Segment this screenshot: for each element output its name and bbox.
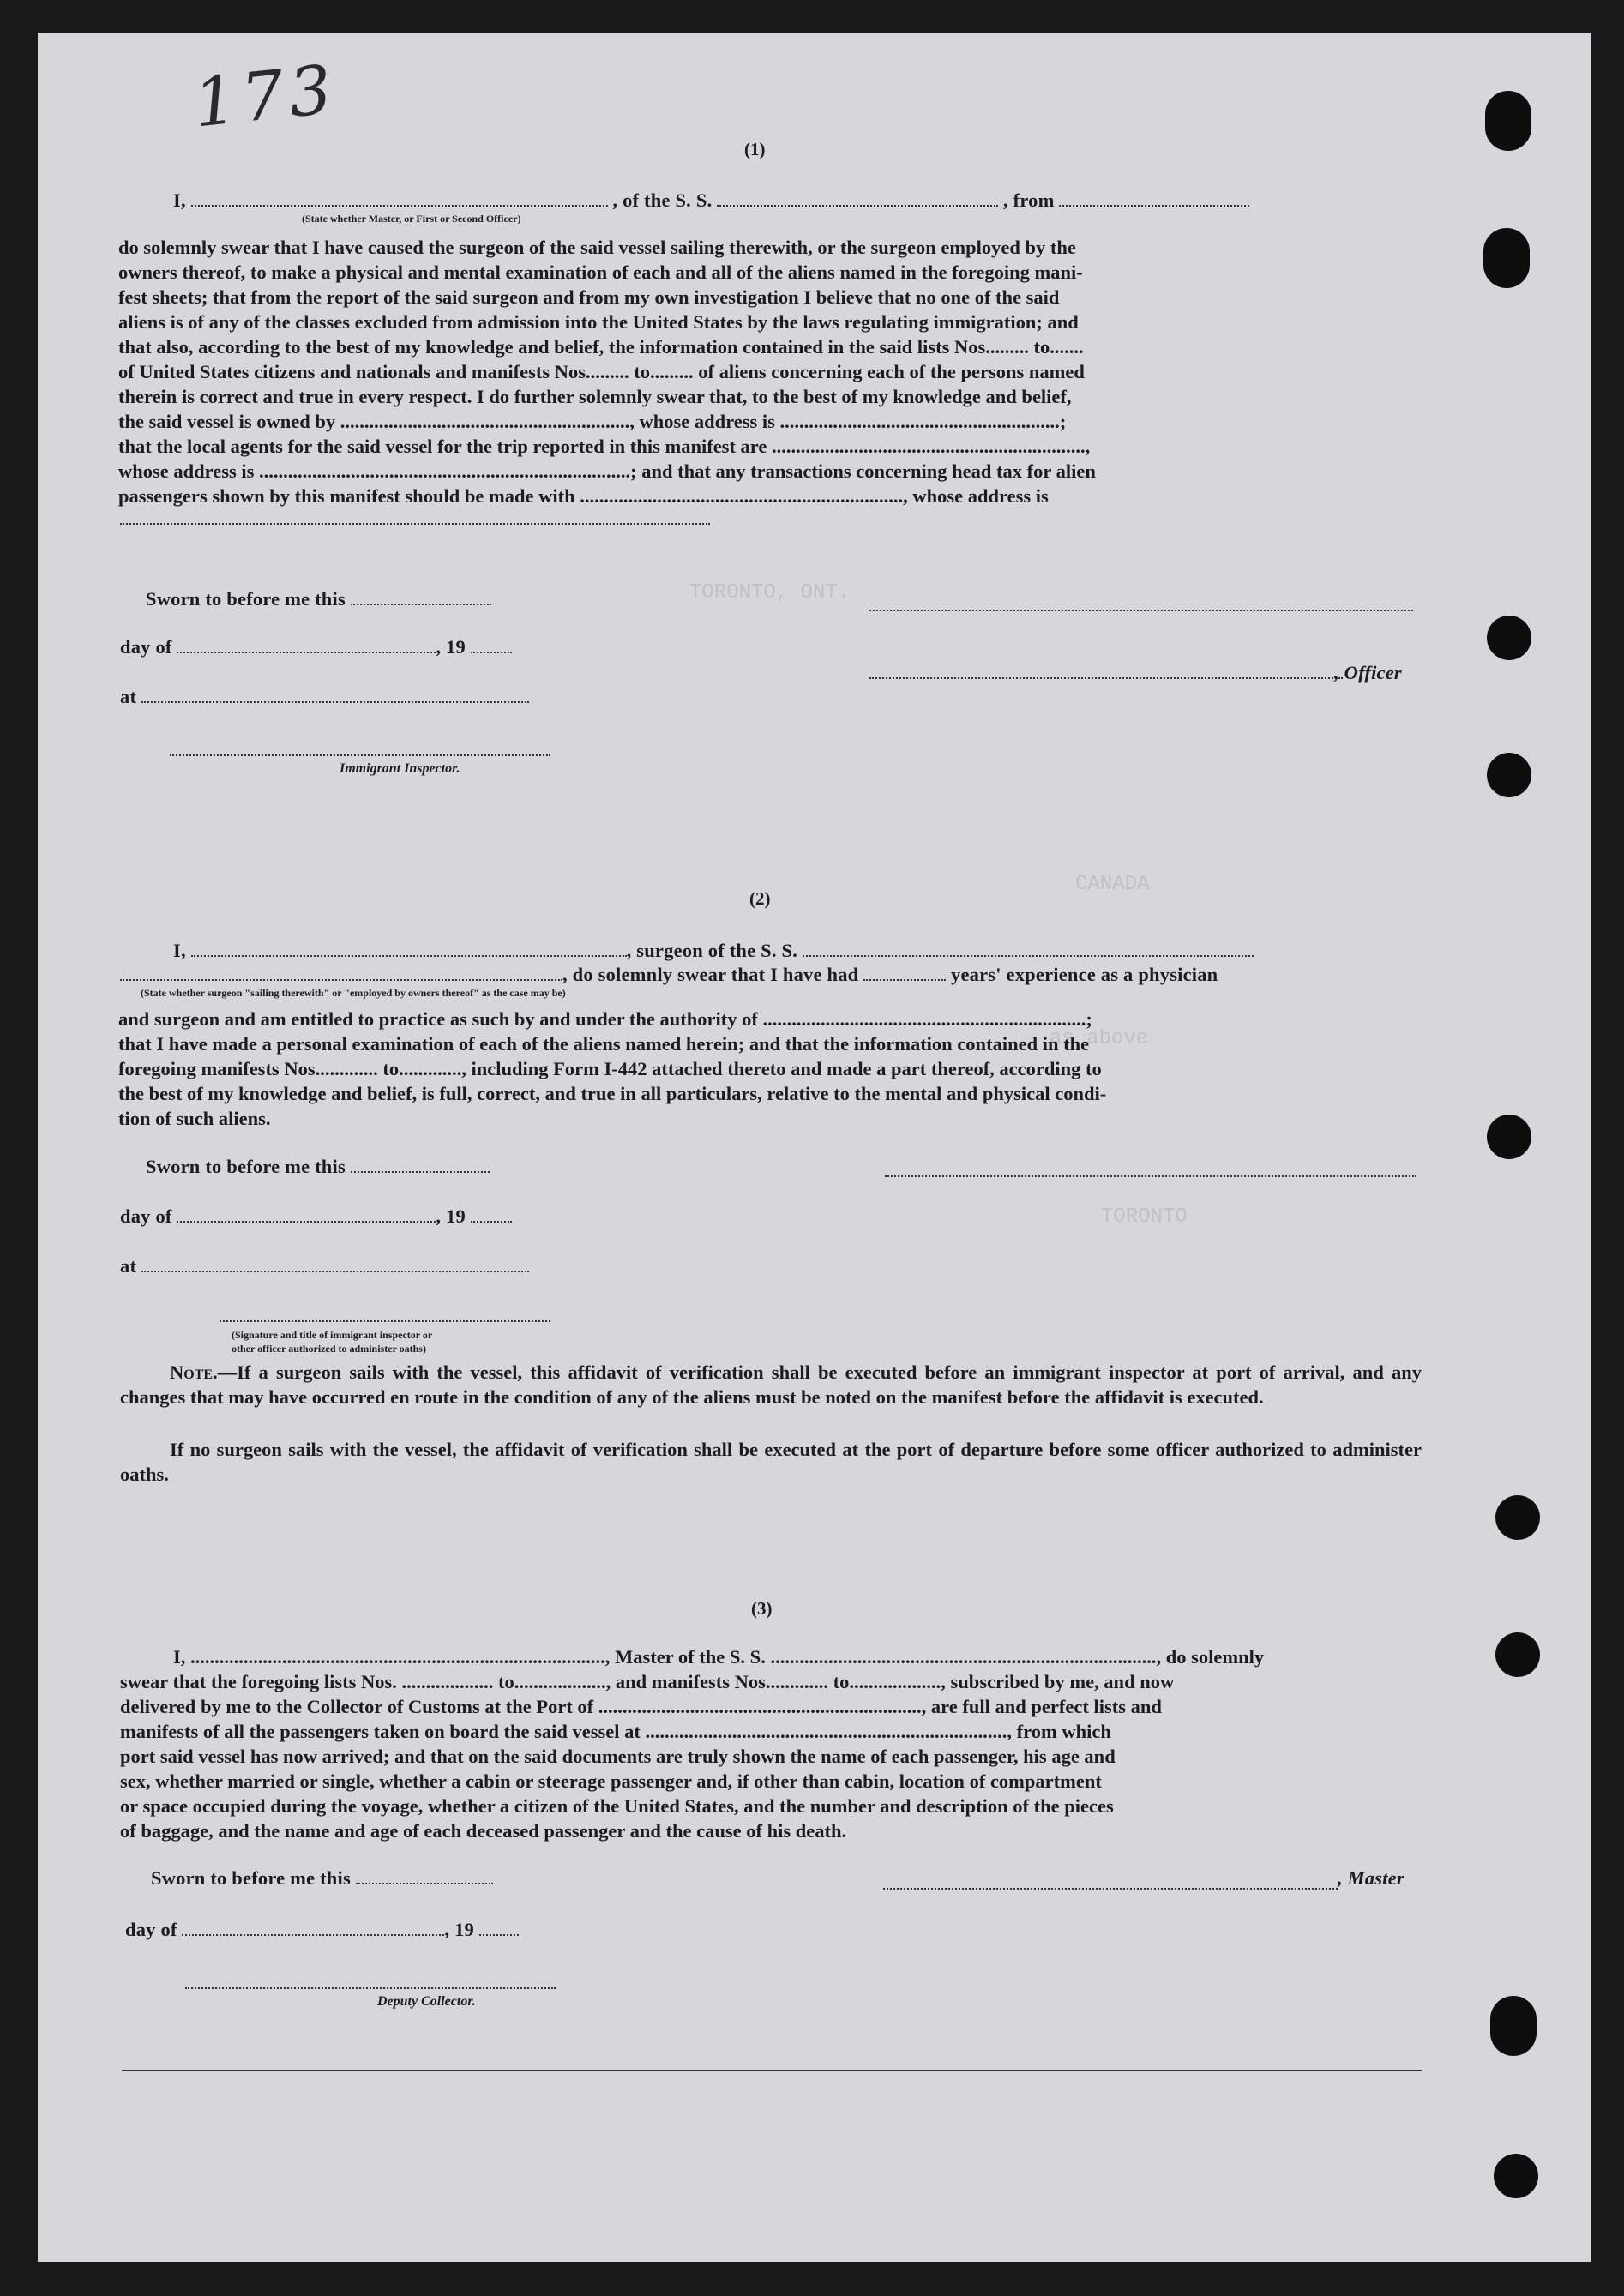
sworn-date-field[interactable]	[351, 1169, 490, 1173]
binder-hole	[1495, 1495, 1540, 1540]
binder-hole	[1485, 91, 1531, 151]
sec3-sworn-line	[151, 1867, 493, 1890]
sec3-body-line: manifests of all the passengers taken on board the said vessel at ..........................................................................., from which	[120, 1721, 1111, 1742]
sec3-body-line: sex, whether married or single, whether a cabin or steerage passenger and, if other than cabin, location of compartment	[120, 1770, 1102, 1792]
sec2-vessel-field[interactable]	[803, 953, 1254, 957]
sec1-sworn-line	[146, 588, 491, 610]
binder-hole	[1487, 1115, 1531, 1159]
sec1-body-line: whose address is .............................................................................; and that any transactions concerning head tax for alien	[118, 460, 1096, 482]
vessel-name-field[interactable]	[717, 203, 998, 207]
binder-hole	[1495, 1632, 1540, 1677]
sworn-label: Sworn to before me this	[146, 588, 346, 610]
sec3-body	[120, 1644, 1423, 1843]
year-prefix: , 19	[436, 636, 466, 658]
binder-hole	[1487, 753, 1531, 797]
at-label: at	[120, 1255, 137, 1277]
sec2-body	[118, 1007, 1423, 1131]
sec2-i-label: I,	[173, 940, 186, 961]
day-field[interactable]	[177, 650, 436, 653]
day-of-label: day of	[120, 1205, 172, 1227]
bottom-rule	[122, 2070, 1422, 2071]
sec2-line-2	[120, 964, 1218, 986]
inspector-signature-line[interactable]	[170, 753, 550, 756]
day-of-label: day of	[120, 636, 172, 658]
sec2-body-line: the best of my knowledge and belief, is full, correct, and true in all particulars, relative to the mental and physical condi-	[118, 1083, 1107, 1104]
sec1-from-label: , from	[1003, 189, 1055, 211]
handwritten-page-number: 173	[189, 51, 341, 143]
note-label: Note.	[170, 1361, 218, 1383]
sec1-body-line: fest sheets; that from the report of the said surgeon and from my own investigation I believe that no one of the said	[118, 286, 1060, 308]
binder-hole	[1490, 1996, 1537, 2056]
master-signature-line[interactable]	[883, 1886, 1338, 1890]
sec2-experience-label: years' experience as a physician	[951, 964, 1218, 985]
sec1-i-label: I,	[173, 189, 186, 211]
years-experience-field[interactable]	[863, 977, 946, 981]
sec1-body-line: therein is correct and true in every respect. I do further solemnly swear that, to the best of my knowledge and belief,	[118, 386, 1072, 407]
binder-hole	[1487, 616, 1531, 660]
sec1-body-line: passengers shown by this manifest should be made with ..................................................................., whose address is	[118, 485, 1049, 507]
sec2-at-line	[120, 1255, 529, 1277]
document-page	[38, 33, 1591, 2262]
sec1-day-line	[120, 636, 512, 658]
sec3-body-line: of baggage, and the name and age of each deceased passenger and the cause of his death.	[120, 1820, 847, 1842]
year-prefix: , 19	[436, 1205, 466, 1227]
bleed-through-text: CANADA	[1075, 873, 1150, 896]
sec2-body-line: that I have made a personal examination of each of the aliens named herein; and that the information contained in the	[118, 1033, 1090, 1055]
sworn-label: Sworn to before me this	[146, 1156, 346, 1177]
year-prefix: , 19	[444, 1919, 474, 1940]
note-paragraph-1	[120, 1360, 1422, 1409]
master-name-field[interactable]	[191, 203, 608, 207]
surgeon-name-field[interactable]	[191, 953, 627, 957]
binder-hole	[1483, 228, 1530, 288]
note-paragraph-2	[120, 1437, 1422, 1487]
bleed-through-text: TORONTO, ONT.	[689, 581, 851, 604]
day-field[interactable]	[177, 1219, 436, 1223]
master-label: , Master	[1338, 1867, 1404, 1889]
collector-label: Deputy Collector.	[377, 1994, 476, 2009]
sec3-body-line: port said vessel has now arrived; and that on the said documents are truly shown the name of each passenger, his age and	[120, 1746, 1116, 1767]
sec3-body-line: delivered by me to the Collector of Customs at the Port of ..................................................................., are full and perfect lists and	[120, 1696, 1162, 1717]
at-place-field[interactable]	[141, 700, 529, 703]
officer-signature-line[interactable]	[869, 608, 1413, 611]
sec3-body-line: or space occupied during the voyage, whether a citizen of the United States, and the number and description of the pieces	[120, 1795, 1114, 1817]
surgeon-signature-line[interactable]	[885, 1174, 1416, 1177]
sec3-body-line: swear that the foregoing lists Nos. ................... to..................., and manifests Nos............. to..................., subscribed by me, and now	[120, 1671, 1175, 1692]
sec1-at-line	[120, 686, 529, 708]
officer-title-line[interactable]	[869, 676, 1343, 679]
sec1-body-line: that the local agents for the said vessel for the trip reported in this manifest are .................................................................,	[118, 436, 1091, 457]
sig-note-2: other officer authorized to administer oaths)	[232, 1343, 426, 1355]
sec1-body-line: aliens is of any of the classes excluded from admission into the United States by the laws regulating immigration; and	[118, 311, 1079, 333]
sec2-ss-label: , surgeon of the S. S.	[626, 940, 798, 961]
sec1-body-line: of United States citizens and nationals and manifests Nos......... to......... of aliens concerning each of the persons named	[118, 361, 1085, 382]
sec1-address-blank[interactable]	[120, 521, 710, 525]
section-3-number: (3)	[751, 1598, 773, 1619]
bleed-through-text: as above	[1050, 1027, 1149, 1050]
day-field[interactable]	[182, 1932, 444, 1936]
sworn-date-field[interactable]	[356, 1881, 493, 1884]
sec1-ss-label: , of the S. S.	[612, 189, 713, 211]
section-1-number: (1)	[744, 139, 766, 159]
immigrant-inspector-signature-line[interactable]	[220, 1319, 550, 1322]
section-2-number: (2)	[749, 888, 771, 909]
sig-note-1: (Signature and title of immigrant inspector or	[232, 1329, 433, 1341]
sec2-body-line: tion of such aliens.	[118, 1108, 271, 1129]
sec2-sworn-line	[146, 1156, 490, 1178]
sec2-swear-label: , do solemnly swear that I have had	[562, 964, 859, 985]
sec2-note: (State whether surgeon "sailing therewith" or "employed by owners thereof" as the case may be)	[141, 987, 566, 999]
sec1-body-line: owners thereof, to make a physical and mental examination of each and all of the aliens named in the foregoing mani-	[118, 261, 1083, 283]
sec2-day-line	[120, 1205, 512, 1228]
inspector-label: Immigrant Inspector.	[340, 761, 460, 776]
sec3-day-line	[125, 1919, 519, 1941]
at-label: at	[120, 686, 137, 707]
sec1-line-1	[173, 189, 1249, 212]
sec2-body-line: and surgeon and am entitled to practice as such by and under the authority of ...................................................................;	[118, 1008, 1092, 1030]
year-field[interactable]	[479, 1932, 519, 1936]
sec1-body	[118, 235, 1423, 508]
from-port-field[interactable]	[1059, 203, 1249, 207]
year-field[interactable]	[471, 1219, 512, 1223]
surgeon-status-field[interactable]	[120, 977, 562, 981]
sworn-label: Sworn to before me this	[151, 1867, 351, 1889]
officer-label: , Officer	[1334, 662, 1402, 683]
day-of-label: day of	[125, 1919, 177, 1940]
at-place-field[interactable]	[141, 1269, 529, 1272]
sec1-body-line: that also, according to the best of my knowledge and belief, the information contained in the said lists Nos......... to.......	[118, 336, 1084, 358]
note-text: —If a surgeon sails with the vessel, this affidavit of verification shall be executed before an immigrant inspector at port of arrival, and any changes that may have occurred en route in the condition of any of the aliens must be noted on the manifest before the affidavit is executed.	[120, 1361, 1422, 1408]
sec3-body-line: I, ......................................................................................, Master of the S. S. ................................................................................, do solemnly	[173, 1646, 1265, 1668]
sec2-body-line: foregoing manifests Nos............. to............., including Form I-442 attached thereto and made a part thereof, according to	[118, 1058, 1102, 1079]
note-text: If no surgeon sails with the vessel, the affidavit of verification shall be executed at the port of departure before some officer authorized to administer oaths.	[120, 1439, 1422, 1485]
sec1-body-line: do solemnly swear that I have caused the surgeon of the said vessel sailing therewith, or the surgeon employed by the	[118, 237, 1076, 258]
collector-signature-line[interactable]	[185, 1986, 556, 1989]
binder-hole	[1494, 2154, 1538, 2198]
bleed-through-text: TORONTO	[1101, 1205, 1188, 1229]
year-field[interactable]	[471, 650, 512, 653]
sec1-body-line: the said vessel is owned by ............................................................, whose address is ..........................................................;	[118, 411, 1067, 432]
sec1-note: (State whether Master, or First or Second Officer)	[302, 213, 521, 225]
sworn-date-field[interactable]	[351, 602, 491, 605]
sec2-line-1	[173, 940, 1254, 962]
